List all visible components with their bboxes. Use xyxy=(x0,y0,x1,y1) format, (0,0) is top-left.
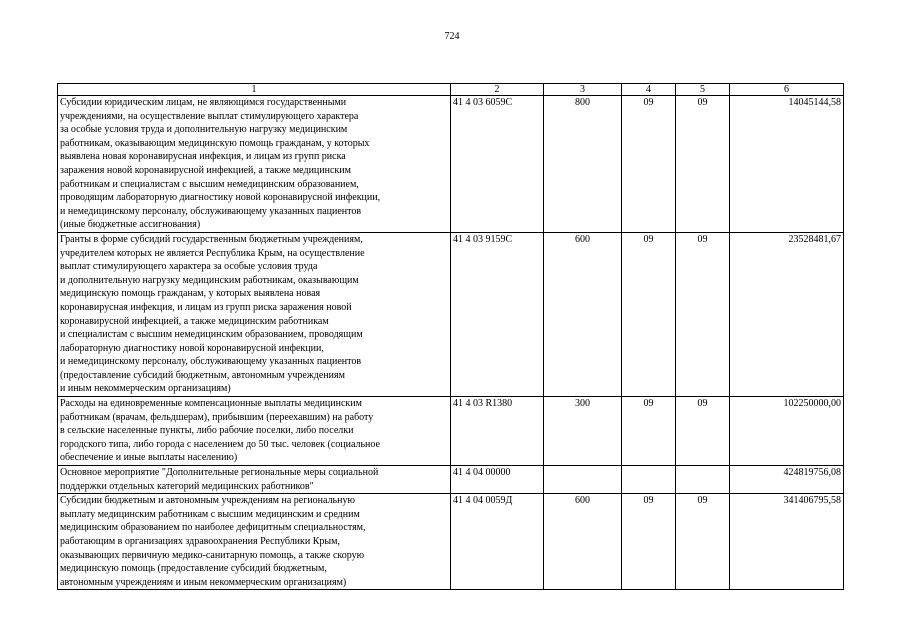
column-header-5: 5 xyxy=(676,84,730,96)
row-code: 41 4 03 9159С xyxy=(451,232,544,396)
row-name: Расходы на единовременные компенсационные выплаты медицинским работникам (врачам, фельдшерам), прибывшим (переехавшим) на работу в сельские населенные пункты, либо рабочие поселки, либо поселки городского типа, либо города с населением до 50 тыс. человек (социальное обеспечение и иные выплаты населению) xyxy=(58,397,451,466)
row-code: 41 4 04 0059Д xyxy=(451,494,544,590)
row-col3: 600 xyxy=(544,494,622,590)
table-row xyxy=(58,96,844,233)
page-number: 724 xyxy=(444,31,460,42)
table-row xyxy=(58,232,844,396)
column-header-4: 4 xyxy=(622,84,676,96)
row-col5: 09 xyxy=(676,232,730,396)
row-col4: 09 xyxy=(622,232,676,396)
row-name: Основное мероприятие "Дополнительные региональные меры социальной поддержки отдельных категорий медицинских работников" xyxy=(58,466,451,494)
row-col5: 09 xyxy=(676,96,730,233)
budget-table xyxy=(57,83,844,590)
row-col4: 09 xyxy=(622,494,676,590)
table-row xyxy=(58,397,844,466)
row-col3: 600 xyxy=(544,232,622,396)
column-header-6: 6 xyxy=(730,84,844,96)
row-name: Субсидии бюджетным и автономным учреждениям на региональную выплату медицинским работникам с высшим медицинским и средним медицинским образованием по наиболее дефицитным специальностям, работающим в организациях здравоохранения Республики Крым, оказывающих первичную медико-санитарную помощь, а также скорую медицинскую помощь (предоставление субсидий бюджетным, автономным учреждениям и иным некоммерческим организациям) xyxy=(58,494,451,590)
column-header-1: 1 xyxy=(58,84,451,96)
row-col4: 09 xyxy=(622,96,676,233)
row-code: 41 4 03 R1380 xyxy=(451,397,544,466)
row-sum: 102250000,00 xyxy=(730,397,844,466)
table-row xyxy=(58,466,844,494)
row-col3: 800 xyxy=(544,96,622,233)
row-col4 xyxy=(622,466,676,494)
row-name: Субсидии юридическим лицам, не являющимся государственными учреждениями, на осуществление выплат стимулирующего характера за особые условия труда и дополнительную нагрузку медицинским работникам, оказывающим медицинскую помощь гражданам, у которых выявлена новая коронавирусная инфекция, и лицам из групп риска заражения новой коронавирусной инфекцией, а также медицинским работникам и специалистам с высшим немедицинским образованием, проводящим лабораторную диагностику новой коронавирусной инфекции, и немедицинскому персоналу, обслуживающему указанных пациентов (иные бюджетные ассигнования) xyxy=(58,96,451,233)
row-sum: 341406795,58 xyxy=(730,494,844,590)
column-header-2: 2 xyxy=(451,84,544,96)
row-col5: 09 xyxy=(676,397,730,466)
row-col3 xyxy=(544,466,622,494)
row-code: 41 4 03 6059С xyxy=(451,96,544,233)
row-col5: 09 xyxy=(676,494,730,590)
row-sum: 14045144,58 xyxy=(730,96,844,233)
row-code: 41 4 04 00000 xyxy=(451,466,544,494)
row-col3: 300 xyxy=(544,397,622,466)
row-col4: 09 xyxy=(622,397,676,466)
row-sum: 23528481,67 xyxy=(730,232,844,396)
column-header-3: 3 xyxy=(544,84,622,96)
row-sum: 424819756,08 xyxy=(730,466,844,494)
table-row xyxy=(58,494,844,590)
row-name: Гранты в форме субсидий государственным бюджетным учреждениям, учредителем которых не является Республика Крым, на осуществление выплат стимулирующего характера за особые условия труда и дополнительную нагрузку медицинским работникам, оказывающим медицинскую помощь гражданам, у которых выявлена новая коронавирусная инфекция, и лицам из групп риска заражения новой коронавирусной инфекцией, а также медицинским работникам и специалистам с высшим немедицинским образованием, проводящим лабораторную диагностику новой коронавирусной инфекции, и немедицинскому персоналу, обслуживающему указанных пациентов (предоставление субсидий бюджетным, автономным учреждениям и иным некоммерческим организациям) xyxy=(58,232,451,396)
row-col5 xyxy=(676,466,730,494)
header-row xyxy=(58,84,844,96)
